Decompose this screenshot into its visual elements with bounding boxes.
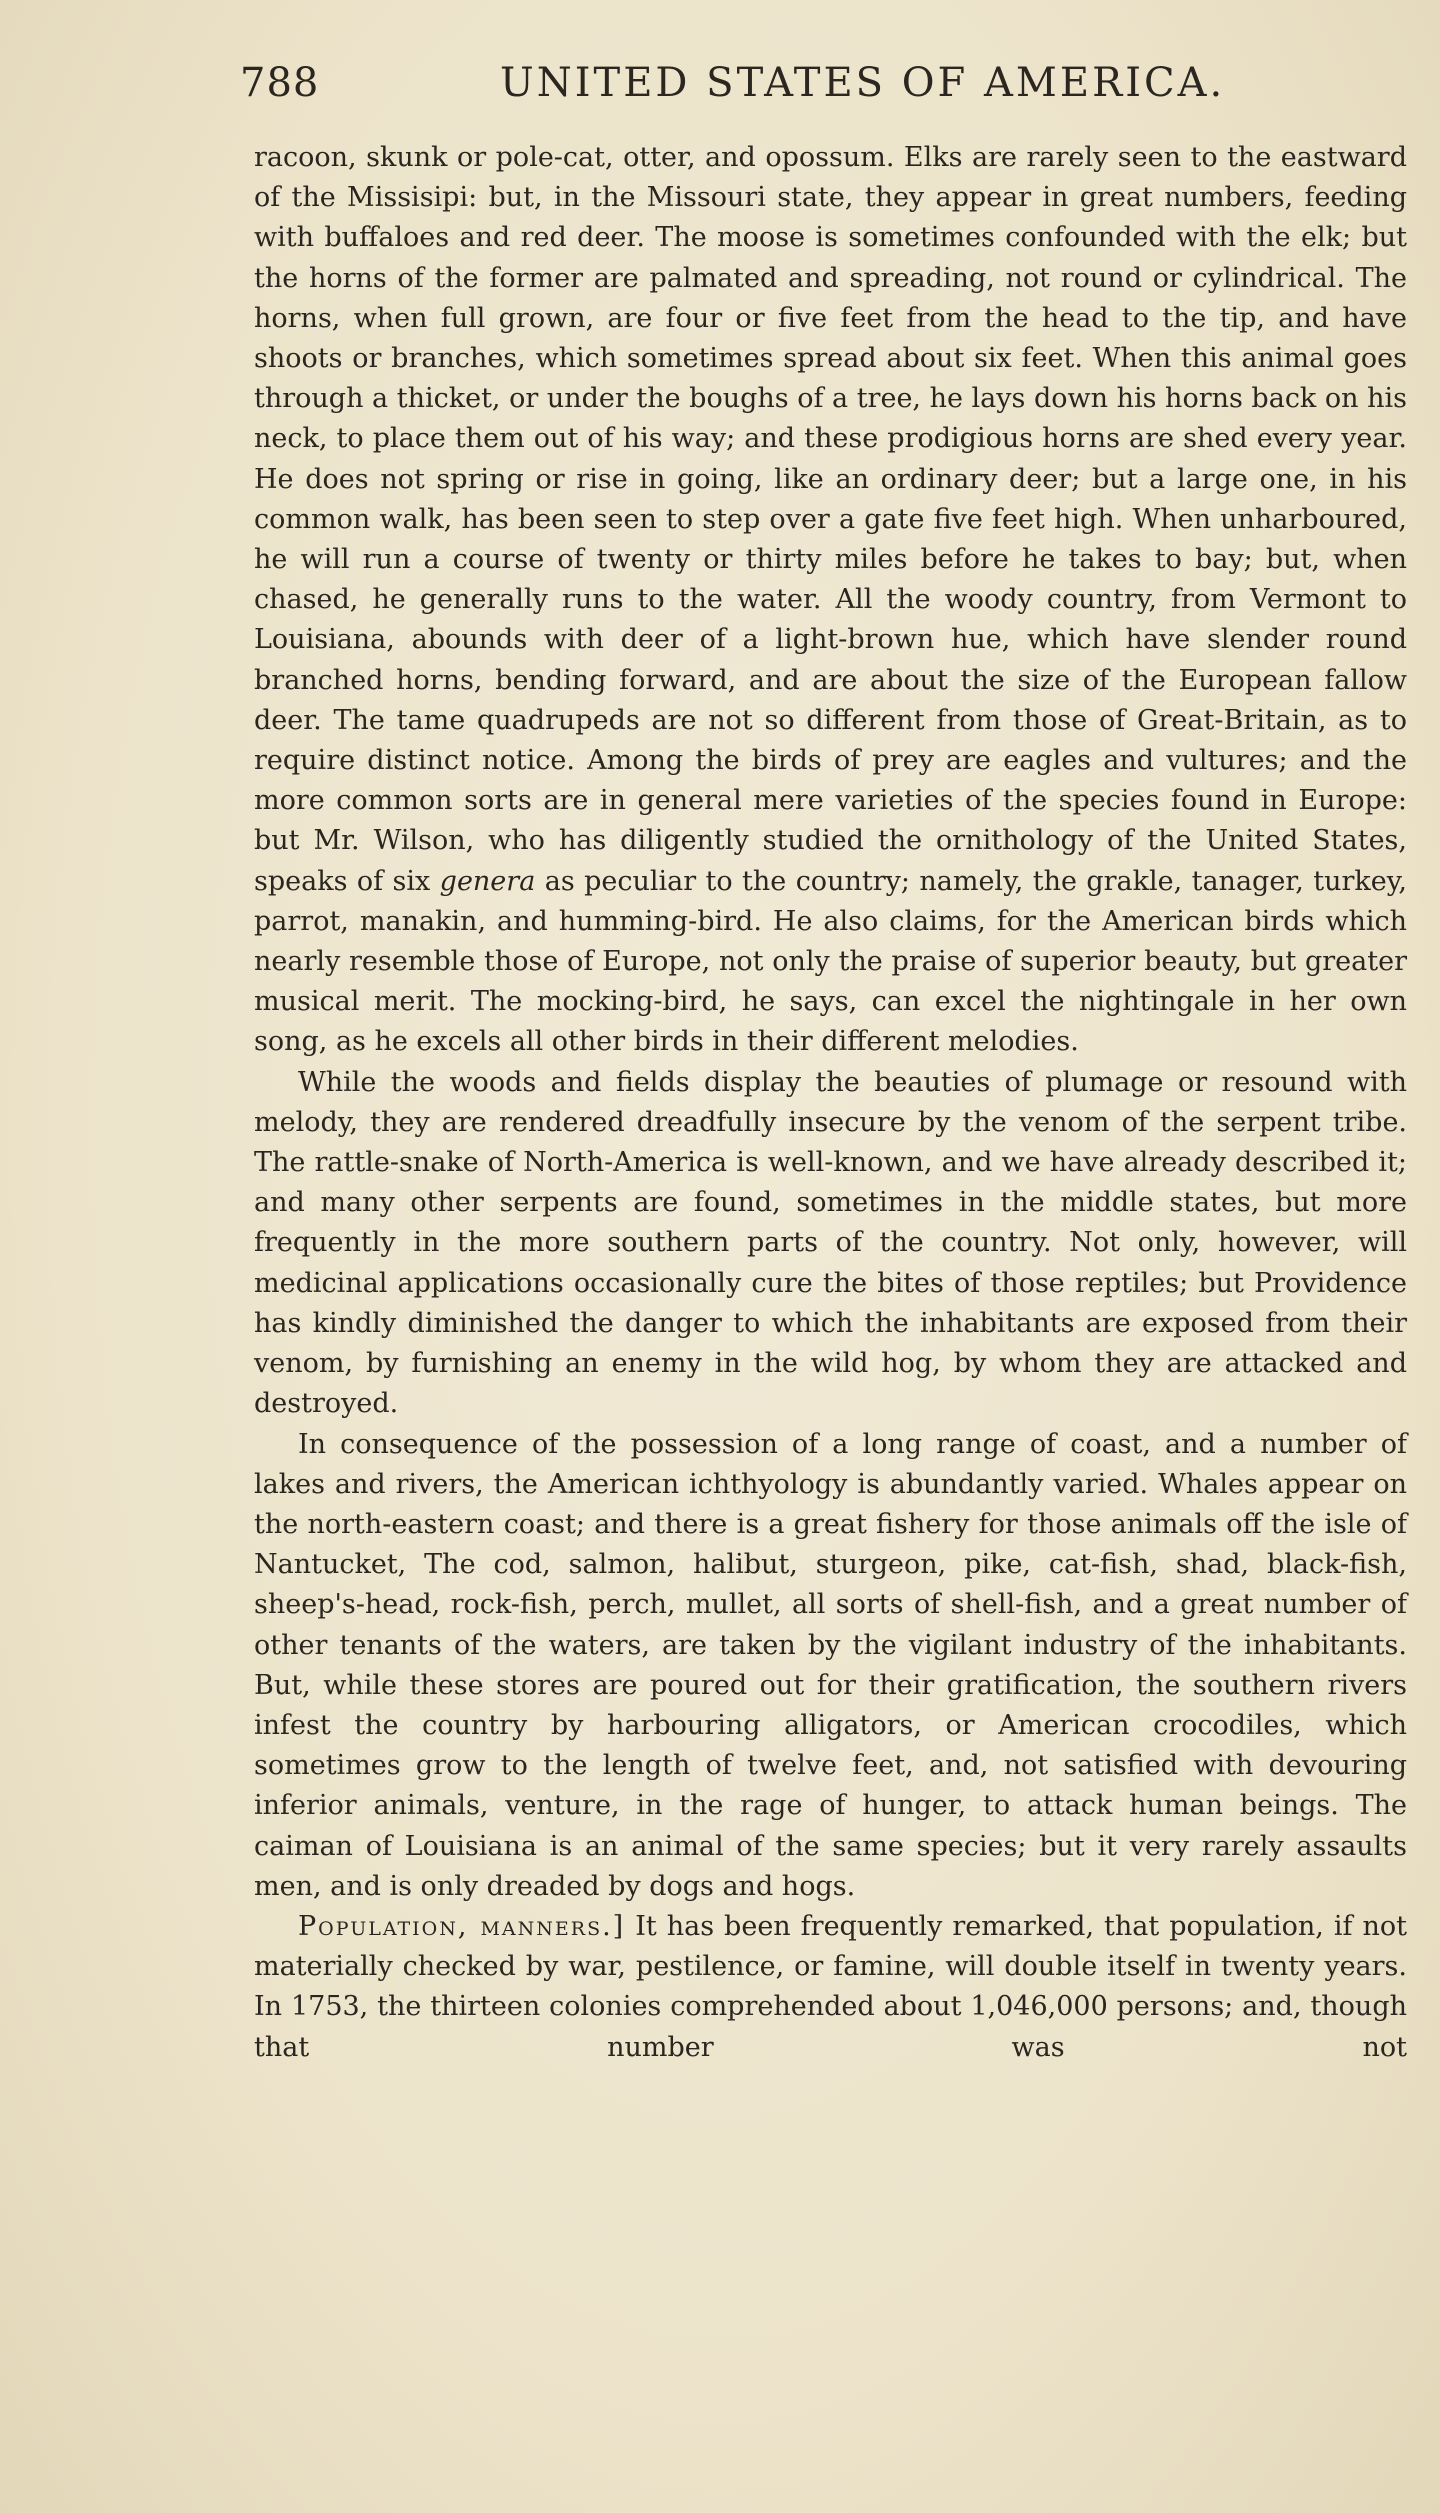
running-title: UNITED STATES OF AMERICA. (500, 60, 1226, 106)
paragraph-population (254, 1907, 1407, 2068)
section-heading: Population, manners.] (298, 1910, 626, 1942)
paragraph-text: racoon, skunk or pole-cat, otter, and opossum. Elks are rarely seen to the eastward of the Missisipi: but, in the Missouri state, they appear in great numbers, feeding with buffaloes and red deer. The moose is sometimes confounded with the elk; but the horns of the former are palmated and spreading, not round or cylindrical. The horns, when full grown, are four or five feet from the head to the tip, and have shoots or branches, which sometimes spread about six feet. When this animal goes through a thicket, or under the boughs of a tree, he lays down his horns back on his neck, to place them out of his way; and these prodigious horns are shed every year. He does not spring or rise in going, like an ordinary deer; but a large one, in his common walk, has been seen to step over a gate five feet high. When unharboured, he will run a course of twenty or thirty miles before he takes to bay; but, when chased, he generally runs to the water. All the woody country, from Vermont to Louisiana, abounds with deer of a light-brown hue, which have slender round branched horns, bending forward, and are about the size of the European fallow deer. The tame quadrupeds are not so different from those of Great-Britain, as to require distinct notice. Among the birds of prey are eagles and vultures; and the more common sorts are in general mere varieties of the species found in Europe: but Mr. Wilson, who has diligently studied the ornithology of the United States, speaks of six (254, 142, 1407, 897)
page-header (240, 52, 1226, 122)
paragraph-text: In consequence of the possession of a long range of coast, and a number of lakes and rivers, the American ichthyology is abundantly varied. Whales appear on the north-eastern coast; and there is a great fishery for those animals off the isle of Nantucket, The cod, salmon, halibut, sturgeon, pike, cat-fish, shad, black-fish, sheep's-head, rock-fish, perch, mullet, all sorts of shell-fish, and a great number of other tenants of the waters, are taken by the vigilant industry of the inhabitants. But, while these stores are poured out for their gratification, the southern rivers infest the country by harbouring alligators, or American crocodiles, which sometimes grow to the length of twelve feet, and, not satisfied with devouring inferior animals, venture, in the rage of hunger, to attack human beings. The caiman of Louisiana is an animal of the same species; but it very rarely assaults men, and is only dreaded by dogs and hogs. (254, 1428, 1407, 1902)
body-text (254, 138, 1407, 2068)
paragraph-fauna (254, 138, 1407, 1063)
paragraph-serpents (254, 1063, 1407, 1425)
page-number: 788 (240, 60, 320, 106)
paragraph-text: While the woods and fields display the beauties of plumage or resound with melody, they are rendered dreadfully insecure by the venom of the serpent tribe. The rattle-snake of North-America is well-known, and we have already described it; and many other serpents are found, sometimes in the middle states, but more frequently in the more southern parts of the country. Not only, however, will medicinal applications occasionally cure the bites of those reptiles; but Providence has kindly diminished the danger to which the inhabitants are exposed from their venom, by furnishing an enemy in the wild hog, by whom they are attacked and destroyed. (254, 1066, 1407, 1420)
italic-term: genera (439, 865, 536, 897)
paragraph-text-continued: as peculiar to the country; namely, the grakle, tanager, turkey, parrot, manakin, and humming-bird. He also claims, for the American birds which nearly resemble those of Europe, not only the praise of superior beauty, but greater musical merit. The mocking-bird, he says, can excel the nightingale in her own song, as he excels all other birds in their different melodies. (254, 865, 1407, 1058)
paragraph-ichthyology (254, 1425, 1407, 1907)
paragraph-text: It has been frequently remarked, that population, if not materially checked by war, pestilence, or famine, will double itself in twenty years. In 1753, the thirteen colonies comprehended about 1,046,000 persons; and, though that number was not (254, 1910, 1407, 2063)
